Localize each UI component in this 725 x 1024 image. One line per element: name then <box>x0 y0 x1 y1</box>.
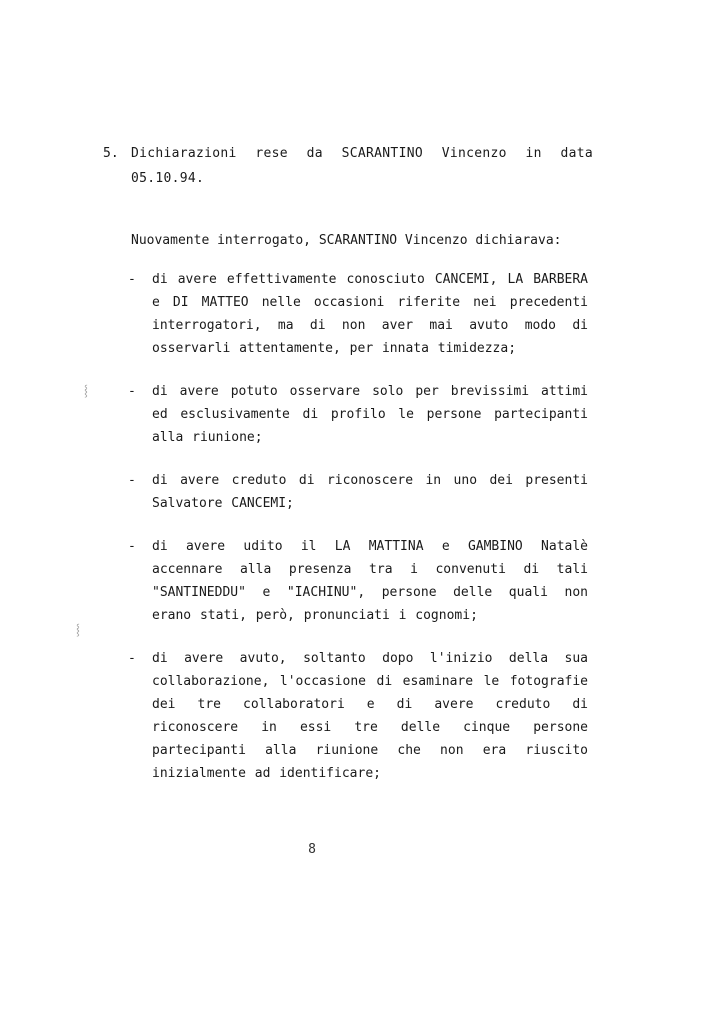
list-bullet: - <box>128 651 136 666</box>
list-item-text: di avere avuto, soltanto dopo l'inizio della sua collaborazione, l'occasione di esaminare le fotografie dei tre collaboratori e di avere creduto di riconoscere in essi tre delle cinque persone partecipanti alla riunione che non era riuscito inizialmente ad identificare; <box>152 651 588 781</box>
list-item <box>128 268 588 360</box>
list-bullet: - <box>128 473 136 488</box>
list-item-text: di avere creduto di riconoscere in uno dei presenti Salvatore CANCEMI; <box>152 473 588 511</box>
section-number: 5. <box>103 146 119 161</box>
list-bullet: - <box>128 539 136 554</box>
list-bullet: - <box>128 272 136 287</box>
scan-speck-icon: ⸾ <box>84 384 88 397</box>
list-bullet: - <box>128 384 136 399</box>
list-item-text: di avere effettivamente conosciuto CANCEMI, LA BARBERA e DI MATTEO nelle occasioni riferite nei precedenti interrogatori, ma di non aver mai avuto modo di osservarli attentamente, per innata timidezza; <box>152 272 588 356</box>
intro-paragraph: Nuovamente interrogato, SCARANTINO Vincenzo dichiarava: <box>131 233 562 248</box>
scan-speck-icon: ⸾ <box>76 623 80 636</box>
declarations-list <box>128 268 588 805</box>
list-item-text: di avere potuto osservare solo per brevissimi attimi ed esclusivamente di profilo le persone partecipanti alla riunione; <box>152 384 588 445</box>
list-item-text: di avere udito il LA MATTINA e GAMBINO Natalè accennare alla presenza tra i convenuti di tali "SANTINEDDU" e "IACHINU", persone delle quali non erano stati, però, pronunciati i cognomi; <box>152 539 588 623</box>
list-item <box>128 535 588 627</box>
list-item <box>128 380 588 449</box>
list-item <box>128 647 588 785</box>
section-heading <box>103 141 593 191</box>
section-title: Dichiarazioni rese da SCARANTINO Vincenzo in data 05.10.94. <box>131 146 593 186</box>
page-number: 8 <box>308 842 316 857</box>
list-item <box>128 469 588 515</box>
